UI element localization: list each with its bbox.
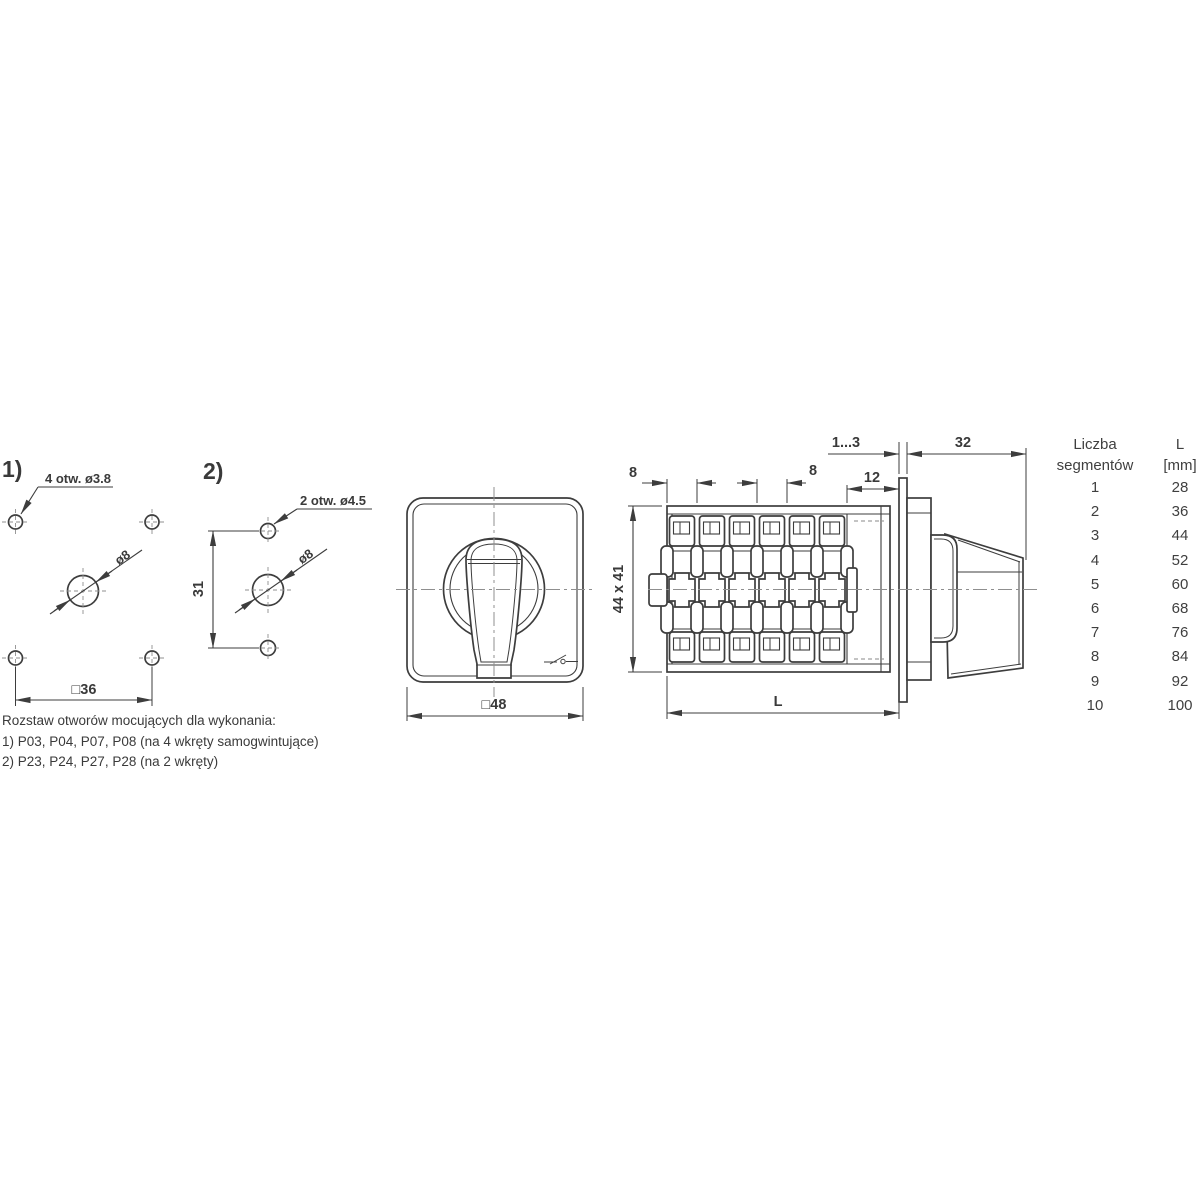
segments-count: 8 <box>1090 648 1100 666</box>
table-header-length: [mm] <box>1163 457 1197 474</box>
detail1-spacing-label: □36 <box>71 682 97 698</box>
segments-table-header <box>1040 455 1200 476</box>
length-mm: 92 <box>1171 672 1189 690</box>
length-mm: 76 <box>1171 624 1189 642</box>
segments-table-header <box>1040 434 1200 455</box>
segments-table <box>1040 434 1200 718</box>
segments-count: 5 <box>1090 575 1100 593</box>
table-header-segments: segmentów <box>1056 457 1134 474</box>
segments-table-rows <box>1040 476 1200 718</box>
detail2-spacing-label: 31 <box>191 580 207 598</box>
front-view <box>396 487 594 721</box>
table-header-length: L <box>1175 436 1185 453</box>
segments-count: 7 <box>1090 624 1100 642</box>
table-row <box>1040 621 1200 645</box>
panel-thickness-label: 1...3 <box>831 435 861 451</box>
table-row <box>1040 573 1200 597</box>
front-segment-offset-label: 12 <box>863 470 881 486</box>
detail1-center-dia-label: ø8 <box>111 546 133 568</box>
detail1-marker: 1) <box>2 456 23 482</box>
table-row <box>1040 645 1200 669</box>
segments-count: 1 <box>1090 479 1100 496</box>
segments-count: 4 <box>1090 551 1100 569</box>
detail2-center-dia-label: ø8 <box>294 545 316 567</box>
detail2-marker: 2) <box>203 458 224 484</box>
length-mm: 44 <box>1171 527 1189 545</box>
detail1-holes-label: 4 otw. ø3.8 <box>45 471 111 486</box>
body-length-label: L <box>773 694 783 710</box>
mounting-notes <box>2 711 319 773</box>
segments-count: 6 <box>1090 600 1100 618</box>
length-mm: 60 <box>1171 575 1189 593</box>
side-view <box>611 435 1038 719</box>
segments-count: 2 <box>1090 503 1100 521</box>
mounting-notes-line: Rozstaw otworów mocujących dla wykonania: <box>2 713 276 728</box>
knob-side <box>931 534 1023 678</box>
table-row <box>1040 549 1200 573</box>
length-mm: 28 <box>1171 479 1189 496</box>
corner-hole <box>139 509 165 535</box>
length-mm: 36 <box>1171 503 1189 521</box>
segment-pitch-left-label: 8 <box>628 465 638 481</box>
table-row <box>1040 524 1200 548</box>
handle-depth-label: 32 <box>954 435 972 451</box>
corner-hole <box>2 509 29 535</box>
mounting-notes-line: 2) P23, P24, P27, P28 (na 2 wkręty) <box>2 754 219 769</box>
cross-section-label: 44 x 41 <box>611 564 627 614</box>
segments-count: 9 <box>1090 672 1100 690</box>
table-header-segments: Liczba <box>1073 436 1117 453</box>
table-row <box>1040 694 1200 718</box>
front-plate-size-label: □48 <box>481 697 507 713</box>
mounting-notes-line: 1) P03, P04, P07, P08 (na 4 wkręty samogwintujące) <box>2 733 319 749</box>
segment-pitch-right-label: 8 <box>808 463 818 479</box>
detail2-holes-label: 2 otw. ø4.5 <box>300 493 366 508</box>
mounting-pattern-2-holes <box>191 458 372 662</box>
table-row <box>1040 500 1200 524</box>
table-row <box>1040 670 1200 694</box>
segments-count: 3 <box>1090 527 1100 545</box>
mounting-pattern-4-holes <box>2 456 165 706</box>
length-mm: 84 <box>1171 648 1189 666</box>
length-mm: 100 <box>1167 696 1193 714</box>
segments-count: 10 <box>1086 696 1104 714</box>
table-row <box>1040 597 1200 621</box>
switch-symbol-icon <box>544 655 578 664</box>
table-row <box>1040 476 1200 500</box>
length-mm: 52 <box>1171 551 1189 569</box>
length-mm: 68 <box>1171 600 1189 618</box>
